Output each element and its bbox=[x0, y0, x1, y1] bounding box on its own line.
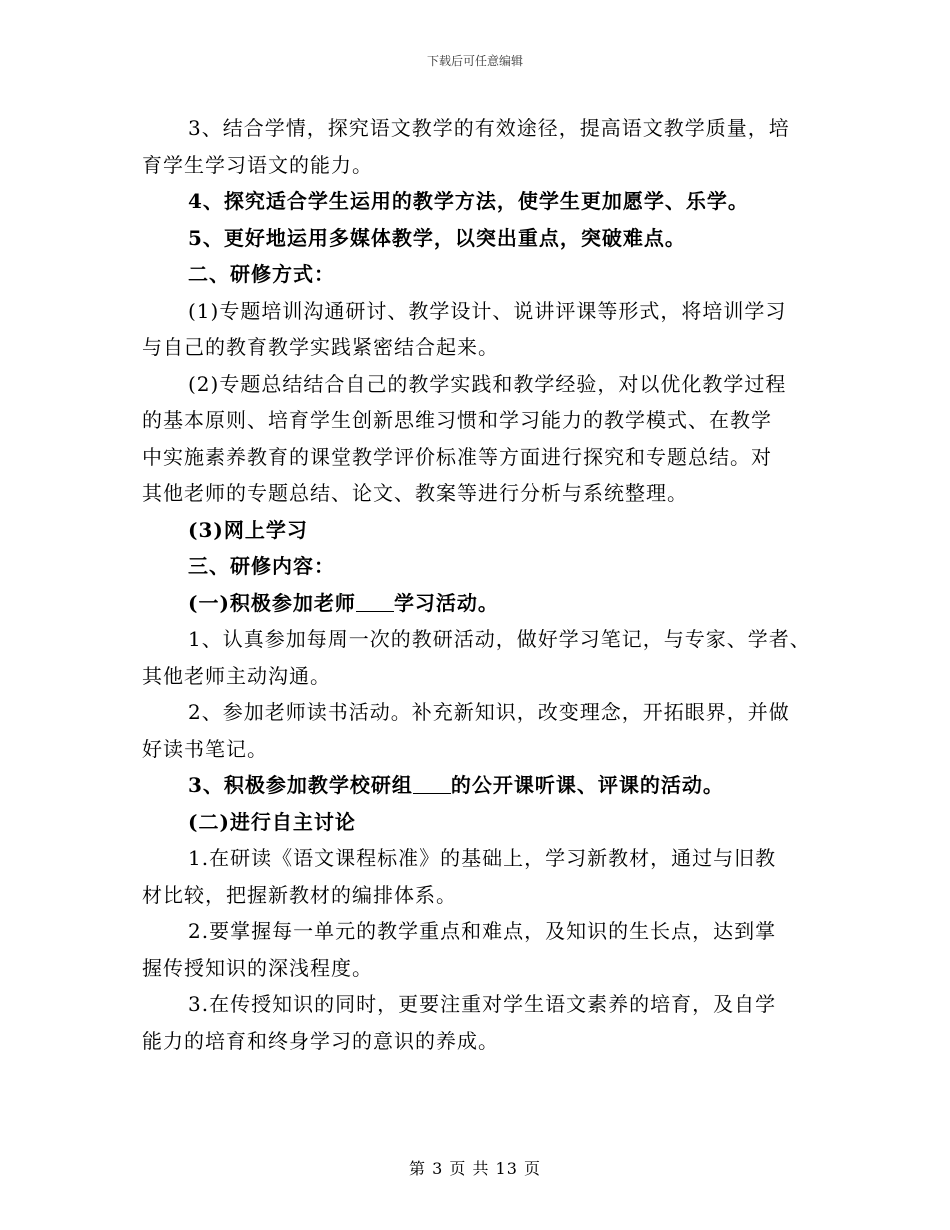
paragraph-line: 3、结合学情，探究语文教学的有效途径，提高语文教学质量，培 bbox=[188, 116, 790, 140]
fill-blank bbox=[413, 773, 451, 794]
paragraph-line: (1)专题培训沟通研讨、教学设计、说讲评课等形式，将培训学习 bbox=[188, 298, 787, 323]
paragraph-line: 3.在传授知识的同时，更要注重对学生语文素养的培育，及自学 bbox=[188, 992, 777, 1016]
paragraph-line: 2、参加老师读书活动。补充新知识，改变理念，开拓眼界，并做 bbox=[188, 700, 790, 724]
paragraph-line: 握传授知识的深浅程度。 bbox=[142, 955, 373, 980]
paragraph-line: 2.要掌握每一单元的教学重点和难点，及知识的生长点，达到掌 bbox=[188, 919, 777, 943]
paragraph-line: 的基本原则、培育学生创新思维习惯和学习能力的教学模式、在教学 bbox=[142, 408, 772, 432]
paragraph-line: 1、认真参加每周一次的教研活动，做好学习笔记，与专家、学者、 bbox=[188, 627, 811, 651]
subsection-heading bbox=[142, 585, 832, 622]
paragraph-line: (2)专题总结结合自己的教学实践和教学经验，对以优化教学过程 bbox=[188, 371, 787, 396]
paragraph-line bbox=[142, 767, 832, 804]
paragraph-line: 1.在研读《语文课程标准》的基础上，学习新教材，通过与旧教 bbox=[188, 846, 777, 870]
paragraph-line: 其他老师主动沟通。 bbox=[142, 663, 331, 688]
page-number: 第 3 页 共 13 页 bbox=[409, 1159, 541, 1178]
subsection-heading: (二)进行自主讨论 bbox=[188, 809, 356, 834]
section-heading: 二、研修方式： bbox=[188, 262, 335, 286]
paragraph-line: 材比较，把握新教材的编排体系。 bbox=[142, 882, 457, 907]
paragraph-text: 3、积极参加教学校研组 bbox=[188, 773, 413, 797]
page-header: 下载后可任意编辑 bbox=[426, 54, 523, 68]
fill-blank bbox=[356, 591, 394, 612]
paragraph-text: 的公开课听课、评课的活动。 bbox=[450, 773, 724, 797]
document-body bbox=[142, 110, 832, 1059]
paragraph-line: 中实施素养教育的课堂教学评价标准等方面进行探究和专题总结。对 bbox=[142, 444, 772, 469]
paragraph-line: 4、探究适合学生运用的教学方法，使学生更加愿学、乐学。 bbox=[188, 189, 749, 213]
paragraph-line: 5、更好地运用多媒体教学，以突出重点，突破难点。 bbox=[188, 225, 686, 250]
section-heading: 三、研修内容： bbox=[188, 554, 335, 578]
paragraph-line: 能力的培育和终身学习的意识的养成。 bbox=[142, 1028, 499, 1053]
paragraph-line: 与自己的教育教学实践紧密结合起来。 bbox=[142, 335, 499, 359]
paragraph-line: 育学生学习语文的能力。 bbox=[142, 152, 373, 177]
paragraph-line: (3)网上学习 bbox=[188, 517, 308, 542]
paragraph-line: 好读书笔记。 bbox=[142, 736, 268, 761]
heading-text: 学习活动。 bbox=[393, 590, 499, 615]
paragraph-line: 其他老师的专题总结、论文、教案等进行分析与系统整理。 bbox=[142, 481, 688, 505]
heading-text: (一)积极参加老师 bbox=[188, 590, 356, 615]
